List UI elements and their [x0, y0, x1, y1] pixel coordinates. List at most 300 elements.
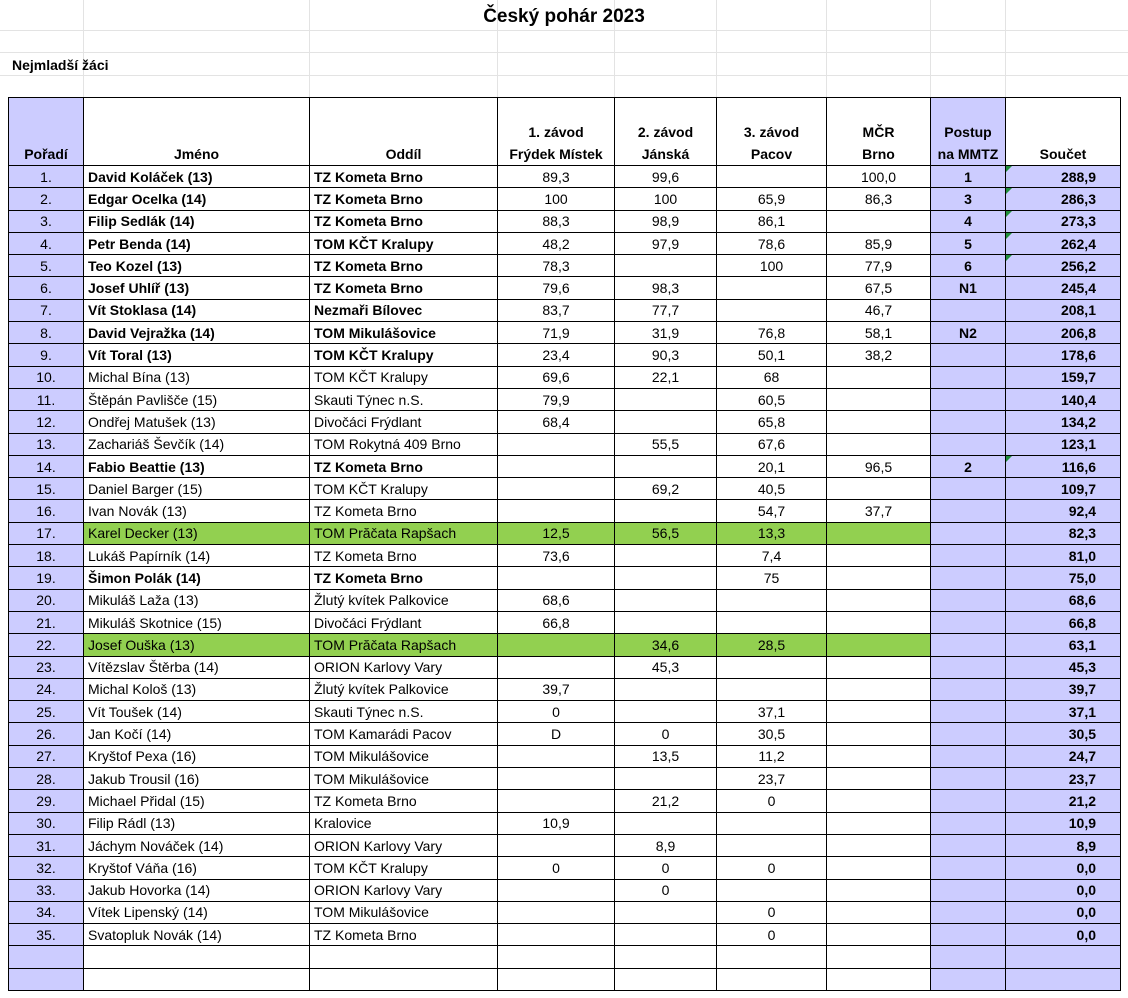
- total-cell[interactable]: 178,6: [1006, 344, 1121, 366]
- rank-cell[interactable]: 8.: [9, 322, 84, 344]
- rank-cell[interactable]: 29.: [9, 790, 84, 812]
- club-cell[interactable]: Divočáci Frýdlant: [310, 611, 498, 633]
- race-3-cell[interactable]: 60,5: [717, 388, 827, 410]
- club-cell[interactable]: TZ Kometa Brno: [310, 455, 498, 477]
- club-cell[interactable]: Kralovice: [310, 812, 498, 834]
- race-1-cell[interactable]: D: [498, 723, 615, 745]
- rank-cell[interactable]: 14.: [9, 455, 84, 477]
- mcr-cell[interactable]: 67,5: [827, 277, 931, 299]
- race-3-cell[interactable]: 11,2: [717, 745, 827, 767]
- race-3-cell[interactable]: 100: [717, 255, 827, 277]
- advance-cell[interactable]: [931, 768, 1006, 790]
- mcr-cell[interactable]: [827, 701, 931, 723]
- mcr-cell[interactable]: [827, 478, 931, 500]
- header-name[interactable]: [84, 98, 310, 166]
- club-cell[interactable]: TZ Kometa Brno: [310, 545, 498, 567]
- club-cell[interactable]: TOM Mikulášovice: [310, 745, 498, 767]
- total-cell[interactable]: 262,4: [1006, 232, 1121, 254]
- rank-cell[interactable]: 15.: [9, 478, 84, 500]
- race-1-cell[interactable]: 88,3: [498, 210, 615, 232]
- mcr-cell[interactable]: [827, 634, 931, 656]
- race-3-cell[interactable]: [717, 277, 827, 299]
- race-3-cell[interactable]: 0: [717, 924, 827, 946]
- total-cell[interactable]: 66,8: [1006, 611, 1121, 633]
- total-cell[interactable]: 208,1: [1006, 299, 1121, 321]
- name-cell[interactable]: Michal Kološ (13): [84, 678, 310, 700]
- rank-cell[interactable]: 25.: [9, 701, 84, 723]
- advance-cell[interactable]: [931, 678, 1006, 700]
- race-2-cell[interactable]: 0: [615, 857, 717, 879]
- club-cell[interactable]: Skauti Týnec n.S.: [310, 388, 498, 410]
- total-cell[interactable]: 288,9: [1006, 166, 1121, 188]
- race-1-cell[interactable]: [498, 634, 615, 656]
- club-cell[interactable]: Žlutý kvítek Palkovice: [310, 589, 498, 611]
- rank-cell[interactable]: 10.: [9, 366, 84, 388]
- mcr-cell[interactable]: [827, 522, 931, 544]
- mcr-cell[interactable]: [827, 567, 931, 589]
- empty-cell[interactable]: [310, 946, 498, 968]
- race-1-cell[interactable]: [498, 834, 615, 856]
- name-cell[interactable]: Vít Toral (13): [84, 344, 310, 366]
- club-cell[interactable]: TZ Kometa Brno: [310, 277, 498, 299]
- rank-cell[interactable]: 11.: [9, 388, 84, 410]
- race-3-cell[interactable]: [717, 812, 827, 834]
- race-2-cell[interactable]: 0: [615, 879, 717, 901]
- rank-cell[interactable]: 13.: [9, 433, 84, 455]
- club-cell[interactable]: TOM Mikulášovice: [310, 901, 498, 923]
- name-cell[interactable]: Josef Uhlíř (13): [84, 277, 310, 299]
- rank-cell[interactable]: 35.: [9, 924, 84, 946]
- empty-cell[interactable]: [84, 946, 310, 968]
- race-3-cell[interactable]: 30,5: [717, 723, 827, 745]
- empty-cell[interactable]: [717, 946, 827, 968]
- total-cell[interactable]: 0,0: [1006, 879, 1121, 901]
- mcr-cell[interactable]: 38,2: [827, 344, 931, 366]
- advance-cell[interactable]: [931, 344, 1006, 366]
- total-cell[interactable]: 82,3: [1006, 522, 1121, 544]
- mcr-cell[interactable]: [827, 545, 931, 567]
- race-1-cell[interactable]: 23,4: [498, 344, 615, 366]
- club-cell[interactable]: TOM Mikulášovice: [310, 768, 498, 790]
- empty-cell[interactable]: [498, 946, 615, 968]
- club-cell[interactable]: TZ Kometa Brno: [310, 500, 498, 522]
- race-2-cell[interactable]: 97,9: [615, 232, 717, 254]
- race-2-cell[interactable]: 13,5: [615, 745, 717, 767]
- rank-cell[interactable]: 4.: [9, 232, 84, 254]
- rank-cell[interactable]: 32.: [9, 857, 84, 879]
- race-3-cell[interactable]: 67,6: [717, 433, 827, 455]
- header-race-1[interactable]: [498, 98, 615, 166]
- name-cell[interactable]: Teo Kozel (13): [84, 255, 310, 277]
- race-3-cell[interactable]: 20,1: [717, 455, 827, 477]
- rank-cell[interactable]: 7.: [9, 299, 84, 321]
- club-cell[interactable]: TZ Kometa Brno: [310, 567, 498, 589]
- race-3-cell[interactable]: [717, 678, 827, 700]
- name-cell[interactable]: Karel Decker (13): [84, 522, 310, 544]
- mcr-cell[interactable]: [827, 589, 931, 611]
- rank-cell[interactable]: 34.: [9, 901, 84, 923]
- header-race-2[interactable]: [615, 98, 717, 166]
- race-1-cell[interactable]: 73,6: [498, 545, 615, 567]
- advance-cell[interactable]: 6: [931, 255, 1006, 277]
- advance-cell[interactable]: [931, 701, 1006, 723]
- header-total[interactable]: [1006, 98, 1121, 166]
- name-cell[interactable]: Vít Stoklasa (14): [84, 299, 310, 321]
- name-cell[interactable]: Jáchym Nováček (14): [84, 834, 310, 856]
- rank-cell[interactable]: 3.: [9, 210, 84, 232]
- club-cell[interactable]: TZ Kometa Brno: [310, 790, 498, 812]
- race-2-cell[interactable]: [615, 589, 717, 611]
- total-cell[interactable]: 81,0: [1006, 545, 1121, 567]
- race-3-cell[interactable]: [717, 299, 827, 321]
- advance-cell[interactable]: [931, 879, 1006, 901]
- empty-cell[interactable]: [717, 968, 827, 990]
- name-cell[interactable]: Zachariáš Ševčík (14): [84, 433, 310, 455]
- rank-cell[interactable]: 19.: [9, 567, 84, 589]
- empty-cell[interactable]: [9, 968, 84, 990]
- race-2-cell[interactable]: [615, 500, 717, 522]
- race-2-cell[interactable]: [615, 678, 717, 700]
- name-cell[interactable]: Svatopluk Novák (14): [84, 924, 310, 946]
- race-3-cell[interactable]: 28,5: [717, 634, 827, 656]
- advance-cell[interactable]: [931, 745, 1006, 767]
- club-cell[interactable]: TOM KČT Kralupy: [310, 232, 498, 254]
- mcr-cell[interactable]: [827, 924, 931, 946]
- name-cell[interactable]: Edgar Ocelka (14): [84, 188, 310, 210]
- club-cell[interactable]: TZ Kometa Brno: [310, 188, 498, 210]
- race-1-cell[interactable]: 79,9: [498, 388, 615, 410]
- race-1-cell[interactable]: [498, 745, 615, 767]
- rank-cell[interactable]: 5.: [9, 255, 84, 277]
- race-2-cell[interactable]: 34,6: [615, 634, 717, 656]
- name-cell[interactable]: Šimon Polák (14): [84, 567, 310, 589]
- rank-cell[interactable]: 12.: [9, 411, 84, 433]
- mcr-cell[interactable]: [827, 745, 931, 767]
- rank-cell[interactable]: 24.: [9, 678, 84, 700]
- name-cell[interactable]: Ivan Novák (13): [84, 500, 310, 522]
- empty-cell[interactable]: [9, 946, 84, 968]
- race-3-cell[interactable]: 65,9: [717, 188, 827, 210]
- total-cell[interactable]: 39,7: [1006, 678, 1121, 700]
- rank-cell[interactable]: 27.: [9, 745, 84, 767]
- total-cell[interactable]: 134,2: [1006, 411, 1121, 433]
- race-2-cell[interactable]: 8,9: [615, 834, 717, 856]
- race-3-cell[interactable]: 0: [717, 790, 827, 812]
- name-cell[interactable]: Daniel Barger (15): [84, 478, 310, 500]
- club-cell[interactable]: ORION Karlovy Vary: [310, 879, 498, 901]
- club-cell[interactable]: Nezmaři Bílovec: [310, 299, 498, 321]
- advance-cell[interactable]: [931, 924, 1006, 946]
- total-cell[interactable]: 159,7: [1006, 366, 1121, 388]
- race-2-cell[interactable]: [615, 455, 717, 477]
- mcr-cell[interactable]: [827, 857, 931, 879]
- club-cell[interactable]: TOM Prăčata Rapšach: [310, 522, 498, 544]
- empty-cell[interactable]: [931, 946, 1006, 968]
- race-1-cell[interactable]: 68,6: [498, 589, 615, 611]
- empty-cell[interactable]: [498, 968, 615, 990]
- race-1-cell[interactable]: [498, 768, 615, 790]
- advance-cell[interactable]: [931, 522, 1006, 544]
- total-cell[interactable]: 23,7: [1006, 768, 1121, 790]
- race-3-cell[interactable]: 54,7: [717, 500, 827, 522]
- mcr-cell[interactable]: [827, 388, 931, 410]
- club-cell[interactable]: Divočáci Frýdlant: [310, 411, 498, 433]
- mcr-cell[interactable]: 100,0: [827, 166, 931, 188]
- race-2-cell[interactable]: [615, 255, 717, 277]
- total-cell[interactable]: 140,4: [1006, 388, 1121, 410]
- name-cell[interactable]: Mikuláš Skotnice (15): [84, 611, 310, 633]
- race-2-cell[interactable]: 21,2: [615, 790, 717, 812]
- race-1-cell[interactable]: [498, 901, 615, 923]
- mcr-cell[interactable]: [827, 901, 931, 923]
- race-3-cell[interactable]: 37,1: [717, 701, 827, 723]
- rank-cell[interactable]: 22.: [9, 634, 84, 656]
- race-1-cell[interactable]: 39,7: [498, 678, 615, 700]
- race-1-cell[interactable]: [498, 790, 615, 812]
- name-cell[interactable]: Jakub Hovorka (14): [84, 879, 310, 901]
- advance-cell[interactable]: [931, 433, 1006, 455]
- total-cell[interactable]: 45,3: [1006, 656, 1121, 678]
- club-cell[interactable]: TZ Kometa Brno: [310, 255, 498, 277]
- advance-cell[interactable]: 1: [931, 166, 1006, 188]
- race-1-cell[interactable]: 0: [498, 857, 615, 879]
- advance-cell[interactable]: [931, 834, 1006, 856]
- race-2-cell[interactable]: 31,9: [615, 322, 717, 344]
- race-2-cell[interactable]: [615, 545, 717, 567]
- name-cell[interactable]: Michael Přidal (15): [84, 790, 310, 812]
- rank-cell[interactable]: 9.: [9, 344, 84, 366]
- race-2-cell[interactable]: 69,2: [615, 478, 717, 500]
- empty-cell[interactable]: [1006, 946, 1121, 968]
- race-1-cell[interactable]: 66,8: [498, 611, 615, 633]
- race-3-cell[interactable]: 0: [717, 857, 827, 879]
- advance-cell[interactable]: [931, 656, 1006, 678]
- total-cell[interactable]: 68,6: [1006, 589, 1121, 611]
- race-2-cell[interactable]: [615, 567, 717, 589]
- race-3-cell[interactable]: [717, 879, 827, 901]
- name-cell[interactable]: Vítek Lipenský (14): [84, 901, 310, 923]
- name-cell[interactable]: David Koláček (13): [84, 166, 310, 188]
- race-1-cell[interactable]: 10,9: [498, 812, 615, 834]
- race-2-cell[interactable]: 98,3: [615, 277, 717, 299]
- race-3-cell[interactable]: [717, 656, 827, 678]
- race-1-cell[interactable]: [498, 879, 615, 901]
- total-cell[interactable]: 63,1: [1006, 634, 1121, 656]
- advance-cell[interactable]: [931, 723, 1006, 745]
- race-2-cell[interactable]: 77,7: [615, 299, 717, 321]
- total-cell[interactable]: 24,7: [1006, 745, 1121, 767]
- race-2-cell[interactable]: 90,3: [615, 344, 717, 366]
- advance-cell[interactable]: [931, 299, 1006, 321]
- name-cell[interactable]: Vítězslav Štěrba (14): [84, 656, 310, 678]
- race-3-cell[interactable]: 75: [717, 567, 827, 589]
- name-cell[interactable]: Štěpán Pavlišče (15): [84, 388, 310, 410]
- race-2-cell[interactable]: 55,5: [615, 433, 717, 455]
- name-cell[interactable]: Josef Ouška (13): [84, 634, 310, 656]
- advance-cell[interactable]: [931, 901, 1006, 923]
- total-cell[interactable]: 0,0: [1006, 901, 1121, 923]
- race-2-cell[interactable]: 56,5: [615, 522, 717, 544]
- race-2-cell[interactable]: [615, 411, 717, 433]
- race-3-cell[interactable]: 50,1: [717, 344, 827, 366]
- race-2-cell[interactable]: [615, 768, 717, 790]
- race-1-cell[interactable]: [498, 433, 615, 455]
- race-3-cell[interactable]: [717, 834, 827, 856]
- race-3-cell[interactable]: 65,8: [717, 411, 827, 433]
- race-1-cell[interactable]: 83,7: [498, 299, 615, 321]
- name-cell[interactable]: David Vejražka (14): [84, 322, 310, 344]
- advance-cell[interactable]: [931, 366, 1006, 388]
- name-cell[interactable]: Vít Toušek (14): [84, 701, 310, 723]
- club-cell[interactable]: TZ Kometa Brno: [310, 210, 498, 232]
- race-1-cell[interactable]: [498, 924, 615, 946]
- race-3-cell[interactable]: 13,3: [717, 522, 827, 544]
- rank-cell[interactable]: 6.: [9, 277, 84, 299]
- name-cell[interactable]: Jakub Trousil (16): [84, 768, 310, 790]
- total-cell[interactable]: 0,0: [1006, 857, 1121, 879]
- advance-cell[interactable]: 4: [931, 210, 1006, 232]
- mcr-cell[interactable]: [827, 834, 931, 856]
- advance-cell[interactable]: [931, 567, 1006, 589]
- race-3-cell[interactable]: [717, 589, 827, 611]
- race-1-cell[interactable]: [498, 478, 615, 500]
- category-label[interactable]: Nejmladší žáci: [12, 57, 109, 73]
- empty-cell[interactable]: [827, 968, 931, 990]
- name-cell[interactable]: Filip Sedlák (14): [84, 210, 310, 232]
- name-cell[interactable]: Fabio Beattie (13): [84, 455, 310, 477]
- race-2-cell[interactable]: [615, 611, 717, 633]
- mcr-cell[interactable]: 58,1: [827, 322, 931, 344]
- advance-cell[interactable]: [931, 611, 1006, 633]
- race-1-cell[interactable]: 71,9: [498, 322, 615, 344]
- name-cell[interactable]: Filip Rádl (13): [84, 812, 310, 834]
- total-cell[interactable]: 273,3: [1006, 210, 1121, 232]
- total-cell[interactable]: 10,9: [1006, 812, 1121, 834]
- mcr-cell[interactable]: 86,3: [827, 188, 931, 210]
- race-1-cell[interactable]: 89,3: [498, 166, 615, 188]
- race-1-cell[interactable]: 78,3: [498, 255, 615, 277]
- empty-cell[interactable]: [827, 946, 931, 968]
- total-cell[interactable]: 0,0: [1006, 924, 1121, 946]
- total-cell[interactable]: 206,8: [1006, 322, 1121, 344]
- club-cell[interactable]: ORION Karlovy Vary: [310, 834, 498, 856]
- race-2-cell[interactable]: [615, 388, 717, 410]
- race-3-cell[interactable]: [717, 166, 827, 188]
- total-cell[interactable]: 75,0: [1006, 567, 1121, 589]
- mcr-cell[interactable]: 46,7: [827, 299, 931, 321]
- empty-cell[interactable]: [310, 968, 498, 990]
- name-cell[interactable]: Kryštof Pexa (16): [84, 745, 310, 767]
- name-cell[interactable]: Ondřej Matušek (13): [84, 411, 310, 433]
- club-cell[interactable]: Žlutý kvítek Palkovice: [310, 678, 498, 700]
- mcr-cell[interactable]: [827, 433, 931, 455]
- rank-cell[interactable]: 18.: [9, 545, 84, 567]
- club-cell[interactable]: ORION Karlovy Vary: [310, 656, 498, 678]
- race-2-cell[interactable]: 0: [615, 723, 717, 745]
- mcr-cell[interactable]: [827, 812, 931, 834]
- club-cell[interactable]: TOM KČT Kralupy: [310, 857, 498, 879]
- total-cell[interactable]: 21,2: [1006, 790, 1121, 812]
- mcr-cell[interactable]: [827, 768, 931, 790]
- empty-cell[interactable]: [931, 968, 1006, 990]
- header-mcr[interactable]: [827, 98, 931, 166]
- advance-cell[interactable]: N1: [931, 277, 1006, 299]
- race-2-cell[interactable]: [615, 901, 717, 923]
- empty-cell[interactable]: [84, 968, 310, 990]
- name-cell[interactable]: Kryštof Váňa (16): [84, 857, 310, 879]
- race-2-cell[interactable]: [615, 812, 717, 834]
- empty-cell[interactable]: [1006, 968, 1121, 990]
- race-1-cell[interactable]: 69,6: [498, 366, 615, 388]
- header-race-3[interactable]: [717, 98, 827, 166]
- club-cell[interactable]: TZ Kometa Brno: [310, 924, 498, 946]
- advance-cell[interactable]: [931, 634, 1006, 656]
- race-1-cell[interactable]: [498, 567, 615, 589]
- total-cell[interactable]: 286,3: [1006, 188, 1121, 210]
- club-cell[interactable]: TOM KČT Kralupy: [310, 344, 498, 366]
- race-3-cell[interactable]: [717, 611, 827, 633]
- name-cell[interactable]: Mikuláš Laža (13): [84, 589, 310, 611]
- total-cell[interactable]: 30,5: [1006, 723, 1121, 745]
- rank-cell[interactable]: 1.: [9, 166, 84, 188]
- rank-cell[interactable]: 33.: [9, 879, 84, 901]
- header-rank[interactable]: [9, 98, 84, 166]
- mcr-cell[interactable]: 37,7: [827, 500, 931, 522]
- club-cell[interactable]: TOM KČT Kralupy: [310, 366, 498, 388]
- total-cell[interactable]: 8,9: [1006, 834, 1121, 856]
- mcr-cell[interactable]: 96,5: [827, 455, 931, 477]
- race-3-cell[interactable]: 78,6: [717, 232, 827, 254]
- rank-cell[interactable]: 17.: [9, 522, 84, 544]
- race-3-cell[interactable]: 40,5: [717, 478, 827, 500]
- race-2-cell[interactable]: 98,9: [615, 210, 717, 232]
- mcr-cell[interactable]: [827, 790, 931, 812]
- race-1-cell[interactable]: [498, 500, 615, 522]
- race-3-cell[interactable]: 0: [717, 901, 827, 923]
- rank-cell[interactable]: 31.: [9, 834, 84, 856]
- mcr-cell[interactable]: [827, 879, 931, 901]
- advance-cell[interactable]: [931, 589, 1006, 611]
- mcr-cell[interactable]: [827, 611, 931, 633]
- race-3-cell[interactable]: 23,7: [717, 768, 827, 790]
- name-cell[interactable]: Jan Kočí (14): [84, 723, 310, 745]
- race-2-cell[interactable]: 45,3: [615, 656, 717, 678]
- total-cell[interactable]: 37,1: [1006, 701, 1121, 723]
- advance-cell[interactable]: [931, 790, 1006, 812]
- race-1-cell[interactable]: 12,5: [498, 522, 615, 544]
- mcr-cell[interactable]: [827, 723, 931, 745]
- advance-cell[interactable]: [931, 388, 1006, 410]
- race-1-cell[interactable]: 79,6: [498, 277, 615, 299]
- race-1-cell[interactable]: 48,2: [498, 232, 615, 254]
- rank-cell[interactable]: 21.: [9, 611, 84, 633]
- race-2-cell[interactable]: 99,6: [615, 166, 717, 188]
- race-2-cell[interactable]: [615, 924, 717, 946]
- header-advance[interactable]: [931, 98, 1006, 166]
- total-cell[interactable]: 245,4: [1006, 277, 1121, 299]
- mcr-cell[interactable]: [827, 210, 931, 232]
- race-1-cell[interactable]: [498, 455, 615, 477]
- rank-cell[interactable]: 16.: [9, 500, 84, 522]
- name-cell[interactable]: Lukáš Papírník (14): [84, 545, 310, 567]
- advance-cell[interactable]: 2: [931, 455, 1006, 477]
- rank-cell[interactable]: 30.: [9, 812, 84, 834]
- total-cell[interactable]: 256,2: [1006, 255, 1121, 277]
- race-3-cell[interactable]: 7,4: [717, 545, 827, 567]
- race-2-cell[interactable]: 22,1: [615, 366, 717, 388]
- total-cell[interactable]: 116,6: [1006, 455, 1121, 477]
- total-cell[interactable]: 92,4: [1006, 500, 1121, 522]
